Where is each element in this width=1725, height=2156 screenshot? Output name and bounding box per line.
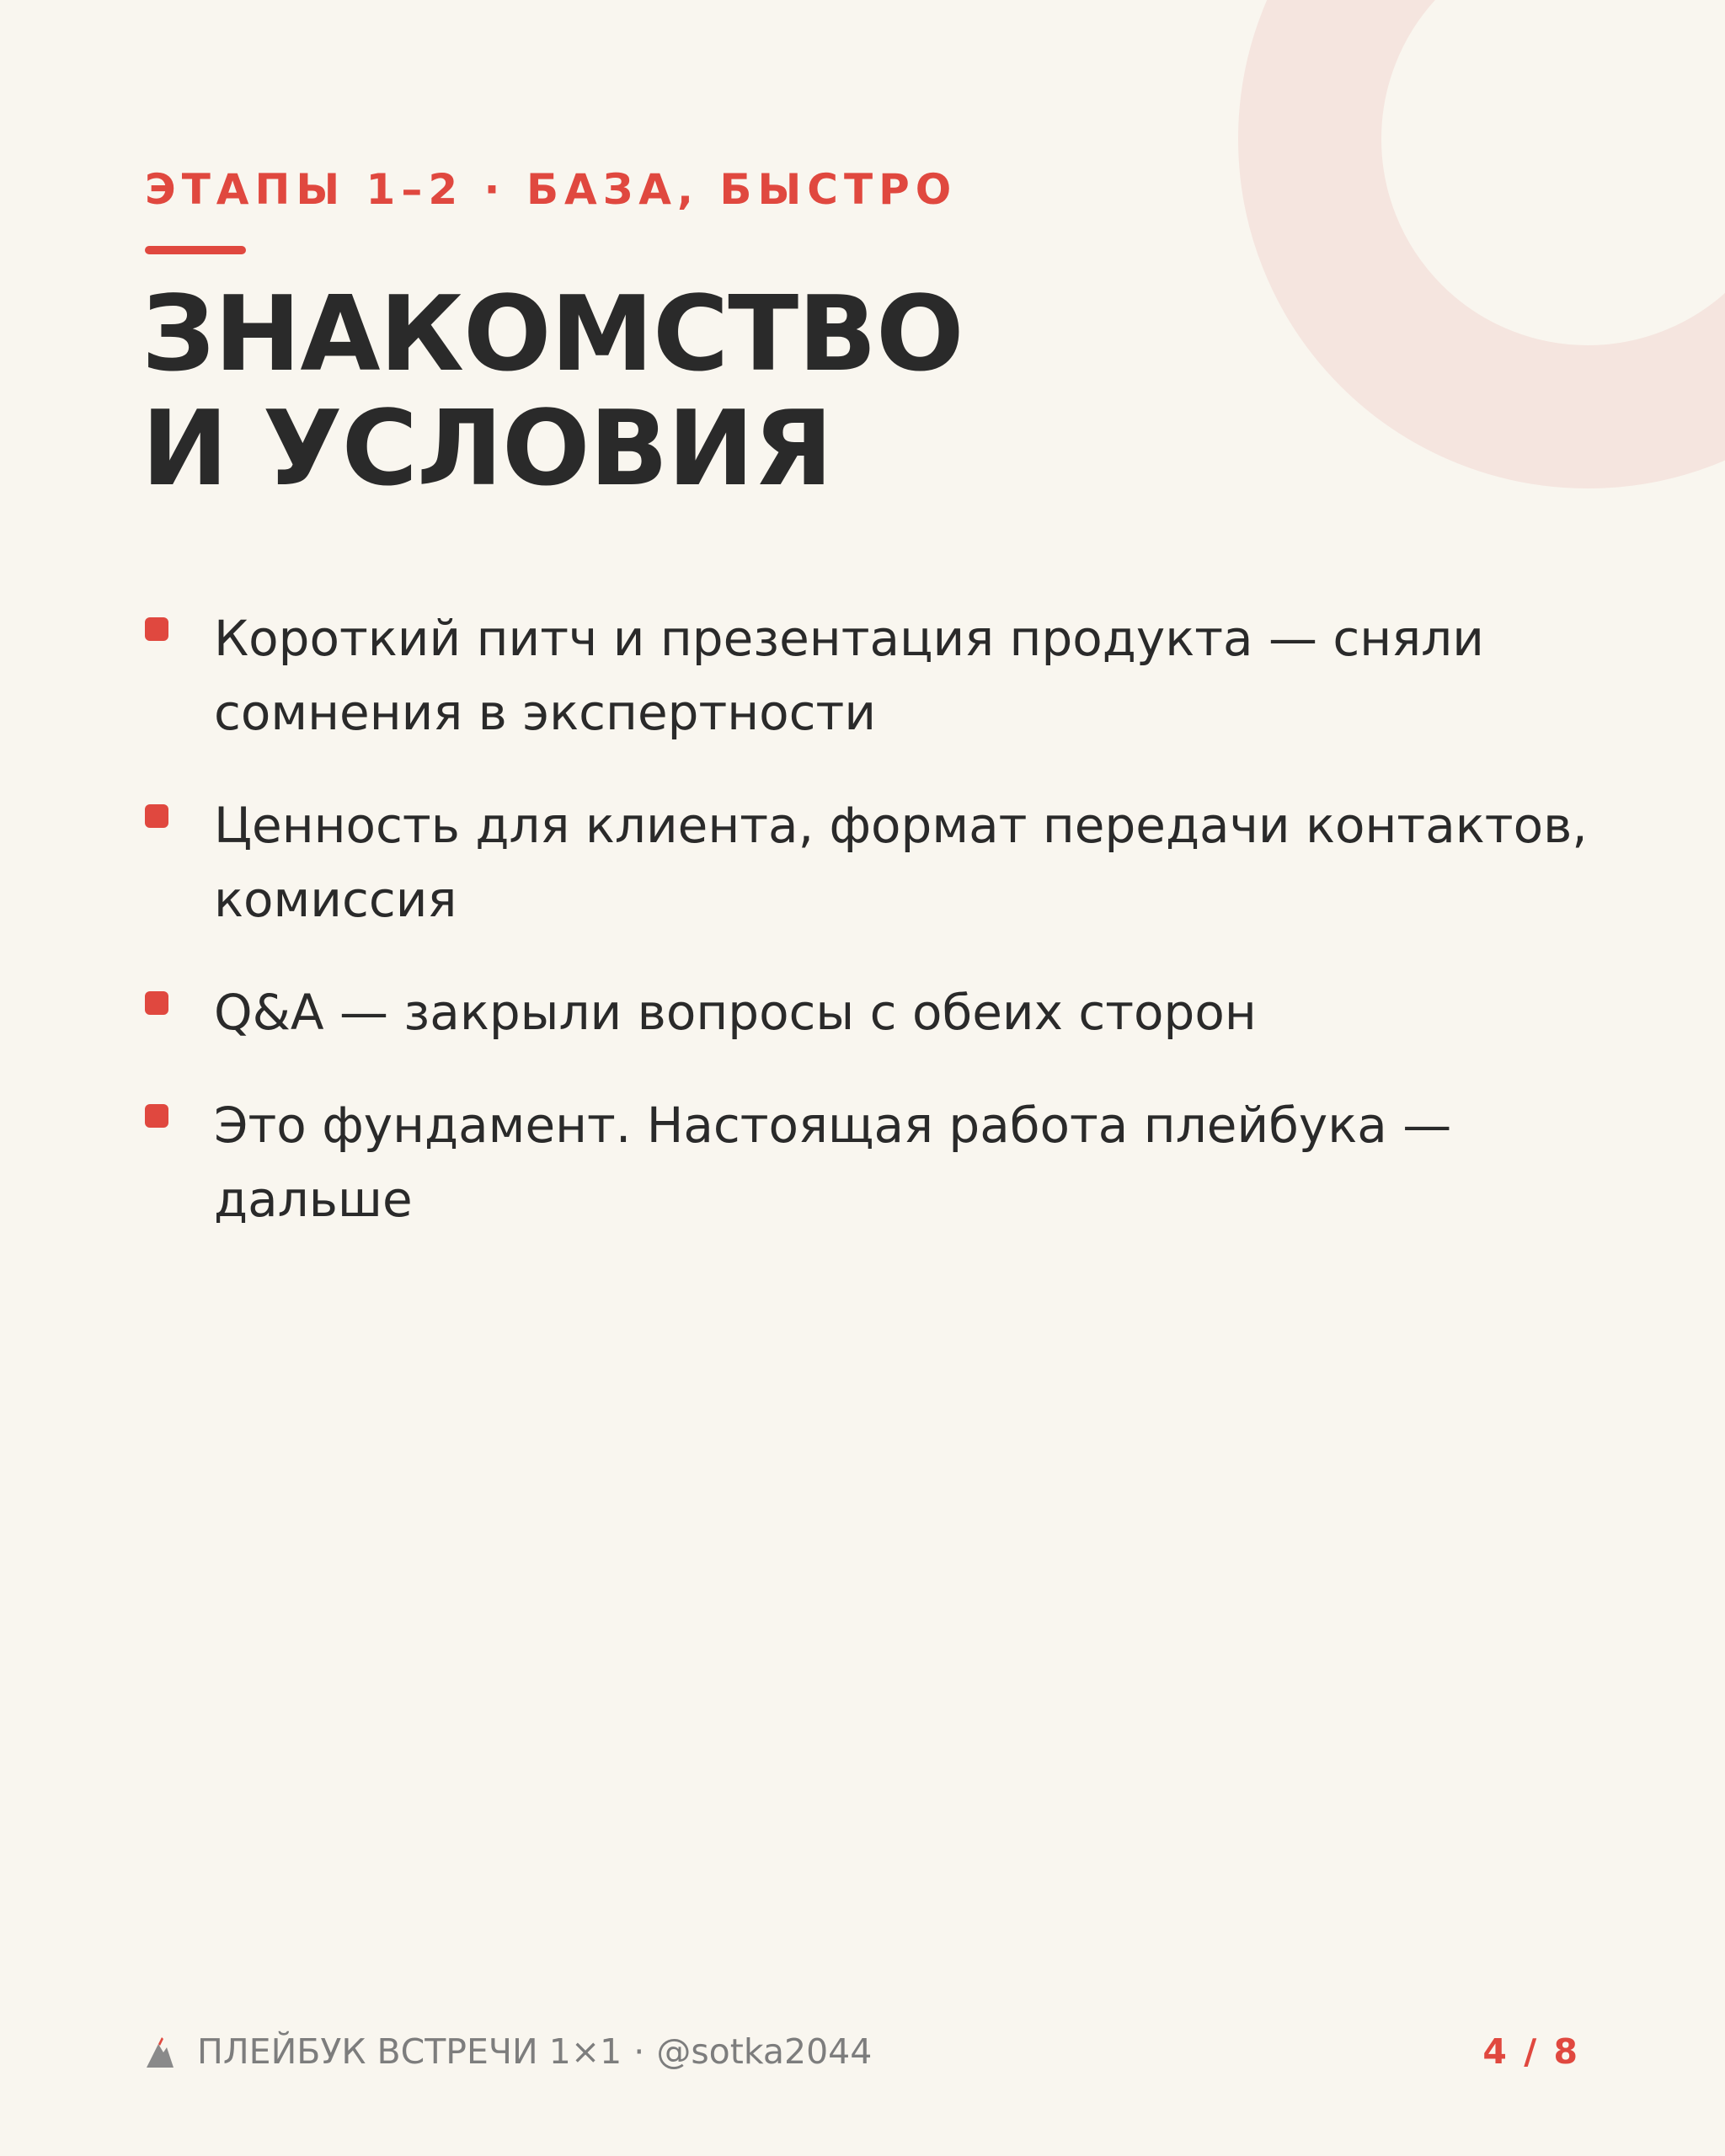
bullet-text: Q&A — закрыли вопросы с обеих сторон xyxy=(214,984,1257,1041)
bullet-item xyxy=(145,975,1594,1049)
bullet-text: Короткий питч и презентация продукта — сняли сомнения в экспертности xyxy=(214,610,1484,741)
footer-handle: @sotka2044 xyxy=(656,2031,873,2072)
page-counter: 4 / 8 xyxy=(1482,2031,1580,2072)
bullet-item xyxy=(145,788,1594,937)
decorative-ring xyxy=(1238,0,1725,488)
bullet-marker xyxy=(145,804,168,828)
page-title-line-1: ЗНАКОМСТВО xyxy=(142,275,964,395)
bullet-text: Ценность для клиента, формат передачи контактов, комиссия xyxy=(214,797,1588,928)
bullet-marker xyxy=(145,617,168,641)
bullet-item xyxy=(145,601,1594,750)
accent-bar xyxy=(145,246,246,254)
bullet-marker xyxy=(145,991,168,1015)
footer xyxy=(145,2031,872,2072)
bullet-item xyxy=(145,1088,1594,1236)
page-title xyxy=(142,275,964,510)
page-title-line-2: И УСЛОВИЯ xyxy=(142,389,832,510)
footer-separator: · xyxy=(633,2031,645,2072)
bullet-marker xyxy=(145,1104,168,1128)
bullet-list xyxy=(145,601,1594,1275)
footer-brand: ПЛЕЙБУК ВСТРЕЧИ 1×1 xyxy=(197,2031,622,2072)
section-eyebrow: ЭТАПЫ 1–2 · БАЗА, БЫСТРО xyxy=(145,165,958,214)
mountain-icon xyxy=(145,2034,175,2069)
bullet-text: Это фундамент. Настоящая работа плейбука — дальше xyxy=(214,1097,1452,1228)
